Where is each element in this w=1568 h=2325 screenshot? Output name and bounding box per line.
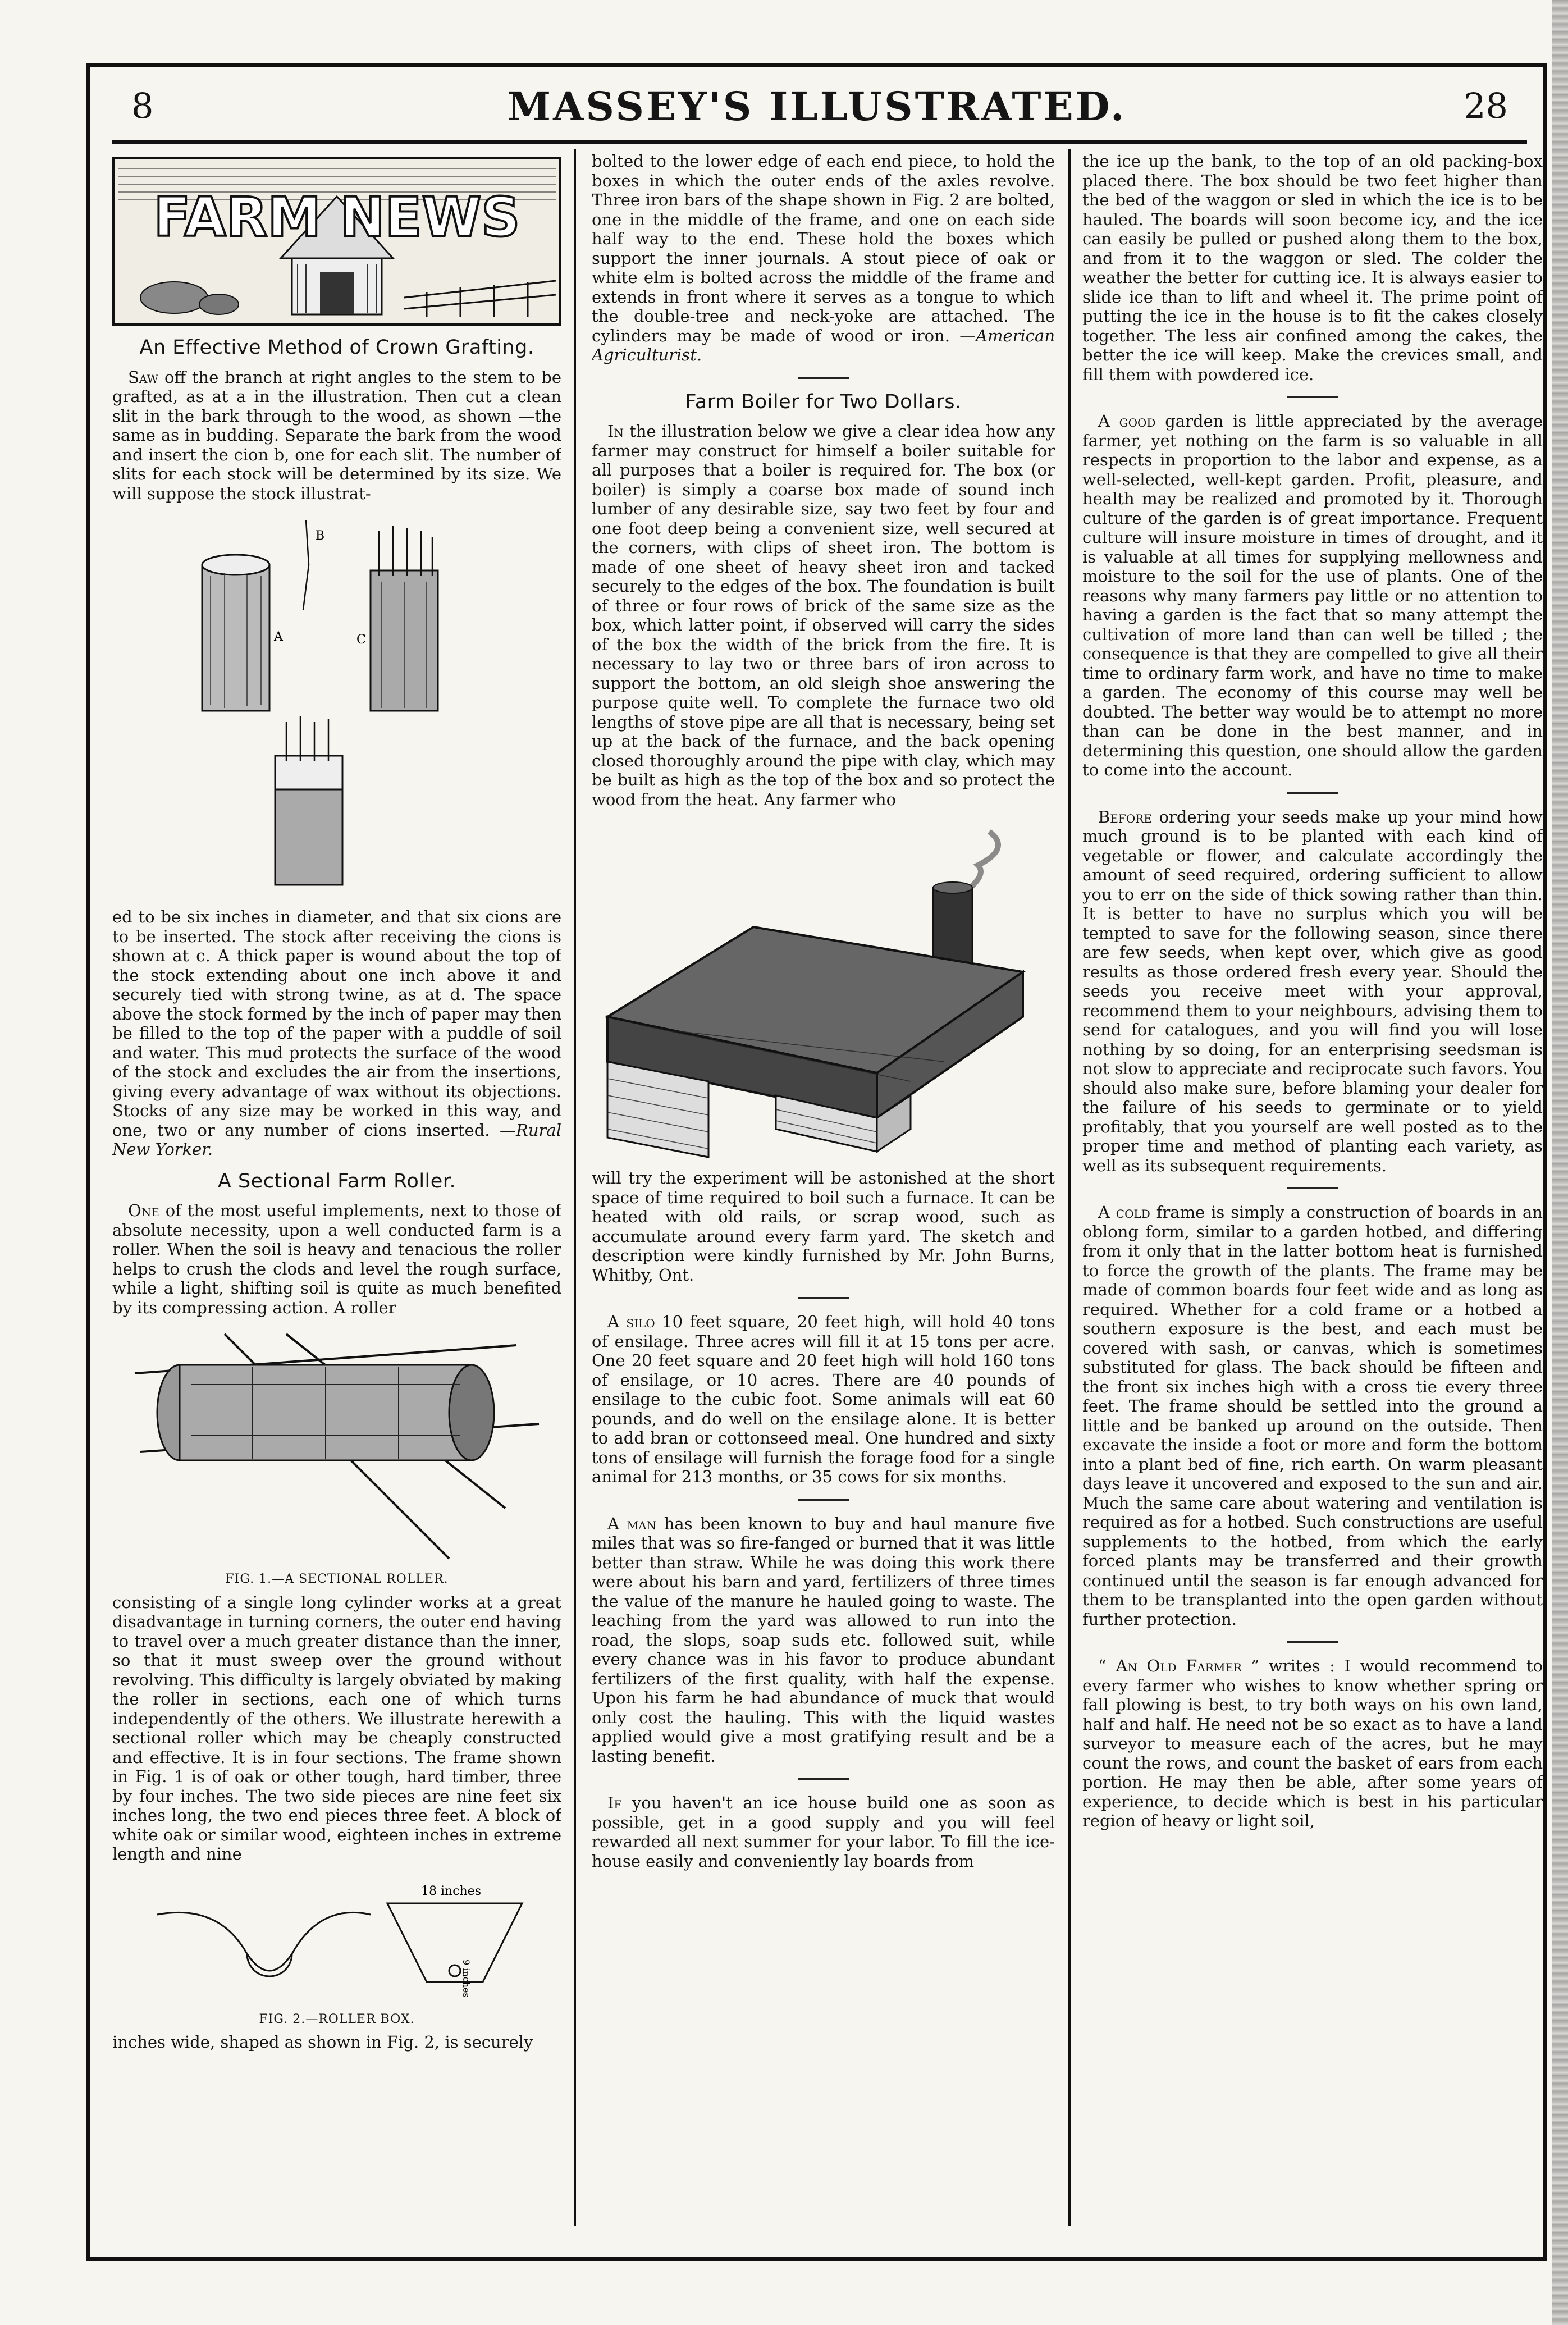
farm-boiler-figure — [596, 815, 1051, 1163]
sectional-roller-figure — [112, 1323, 561, 1564]
paragraph: will try the experiment will be astonished at the short space of time required to boil such a furnace. It can be heated with old rails, or scrap wood, such as accumulate around every farm yard. The sketch and description were kindly furnished by Mr. John Burns, Whitby, Ont. — [592, 1168, 1055, 1285]
paragraph: Saw off the branch at right angles to the stem to be grafted, as at a in the illustration. Then cut a clean slit in the bark through to the wood, as shown —the same as in budding. Separate the bark from the wood and insert the cion b, one for each slit. The number of slits for each stock will be determined by its size. We will suppose the stock illustrat- — [112, 367, 561, 503]
paragraph: A man has been known to buy and haul manure five miles that was so fire-fanged or burned that it was little better than straw. While he was doing this work there were about his barn and yard, fertilizers of three times the value of the manure he hauled going to waste. The leaching from the yard was allowed to run into the road, the slops, soap suds etc. followed suit, while every chance was in his favor to produce abundant fertilizers of the first quality, with half the expense. Upon his farm he had abundance of muck that would only cost the hauling. This with the liquid wastes applied would give a most gratifying result and be a lasting benefit. — [592, 1514, 1055, 1766]
column-2 — [592, 152, 1055, 2229]
paragraph: “ An Old Farmer ” writes : I would recommend to every farmer who wishes to know whether spring or fall plowing is best, to try both ways on his own land, half and half. He need not be so exact as to have a land surveyor to measure each of the acres, but he may count the rows, and count the basket of ears from each portion. He may then be able, after some years of experience, to decide which is best in his particular region of heavy or light soil, — [1082, 1656, 1543, 1830]
column-rule-2 — [1068, 149, 1071, 2226]
paragraph: inches wide, shaped as shown in Fig. 2, is securely — [112, 2032, 533, 2052]
graft-label-c: C — [356, 633, 366, 647]
paragraph: A good garden is little appreciated by the average farmer, yet nothing on the farm is so valuable in all respects in proportion to the labor and expense, as a well-selected, well-kept garden. Profit, pleasure, and health may be realized and promoted by it. Thorough culture of the garden is of great importance. Frequent culture will insure moisture in times of drought, and it is valuable at all times for supplying mellowness and moisture to the soil for the use of plants. One of the reasons why many farmers pay little or no attention to having a garden is the fact that so many attempt the cultivation of more land than can well be tilled ; the consequence is that they are compelled to give all their time to ordinary farm work, and have no time to make a garden. The economy of this course may well be doubted. The better way would be to attempt no more than can be done in the best manner, and in determining this question, one should allow the garden to come into the account. — [1082, 412, 1543, 779]
fig2-label-side: 9 inches — [461, 1959, 472, 1998]
banner-title: FARM NEWS — [153, 186, 520, 249]
paragraph: A silo 10 feet square, 20 feet high, will hold 40 tons of ensilage. Three acres will fill it at 15 tons per acre. One 20 feet square and 20 feet high will hold 160 tons of ensilage, or 10 acres. There are 40 pounds of ensilage to the cubic foot. Some animals will eat 60 pounds, and do well on the ensilage alone. It is better to add bran or cottonseed meal. One hundred and sixty tons of ensilage will furnish the forage food for a single animal for 213 months, or 35 cows for six months. — [592, 1312, 1055, 1486]
separator-rule — [798, 377, 849, 379]
separator-rule — [1287, 396, 1338, 398]
page-number-right: 28 — [1464, 85, 1508, 126]
grafting-illustration — [163, 509, 511, 902]
farm-news-banner — [112, 157, 561, 326]
separator-rule — [1287, 792, 1338, 794]
paragraph: If you haven't an ice house build one as soon as possible, get in a good supply and you will feel rewarded all next summer for your labor. To fill the ice-house easily and conveniently lay boards from — [592, 1793, 1055, 1871]
column-1 — [112, 152, 561, 2229]
separator-rule — [798, 1499, 849, 1501]
article-heading-crown-grafting: An Effective Method of Crown Grafting. — [139, 336, 534, 359]
page-number-left: 8 — [131, 85, 154, 126]
fig1-caption: FIG. 1.—A SECTIONAL ROLLER. — [225, 1572, 449, 1586]
paragraph: A cold frame is simply a construction of boards in an oblong form, similar to a garden hotbed, and differing from it only that in the latter bottom heat is furnished to force the growth of the plants. The frame may be made of common boards four feet wide and as long as required. Whether for a cold frame or a hotbed a southern exposure is the best, and each must be covered with sash, or canvas, which is sometimes substituted for glass. The back should be fifteen and the front six inches high with a cross tie every three feet. The frame should be settled into the ground a little and be banked up around on the outside. Then excavate the inside a foot or more and form the bottom into a plant bed of fine, rich earth. On warm pleasant days leave it uncovered and exposed to the sun and air. Much the same care about watering and ventilation is required as for a hotbed. Such constructions are useful supplements to the hotbed, from which the early forced plants may be transferred and their growth continued until the season is far enough advanced for them to be transplanted into the open garden without further protection. — [1082, 1203, 1543, 1629]
graft-label-a: A — [274, 630, 283, 644]
article-heading-sectional-roller: A Sectional Farm Roller. — [217, 1170, 456, 1193]
paragraph: Before ordering your seeds make up your mind how much ground is to be planted with each kind of vegetable or flower, and calculate accordingly the amount of seed required, ordering sufficient to allow you to err on the side of thick sowing rather than thin. It is better to have no surplus which you will be tempted to save for the following season, since there are few seeds, when kept over, which give as good results as those ordered fresh every year. Should the seeds you receive meet with your approval, recommend them to your neighbours, advising them to send for catalogues, and you will find you will lose nothing by so doing, for an enterprising seedsman is not slow to appreciate and reciprocate such favors. You should also make sure, before blaming your dealer for the failure of his seeds to germinate or to yield profitably, that you yourself are well posted as to the proper time and method of planting each variety, as well as its subsequent requirements. — [1082, 807, 1543, 1175]
page-edge-scan — [1552, 0, 1568, 2325]
running-head — [86, 73, 1547, 135]
fig2-label-top: 18 inches — [421, 1884, 481, 1898]
fig2-caption: FIG. 2.—ROLLER BOX. — [259, 2012, 415, 2026]
graft-label-b: B — [316, 529, 325, 543]
paragraph: ed to be six inches in diameter, and that six cions are to be inserted. The stock after receiving the cions is shown at c. A thick paper is wound about the top of the stock extending about one inch above it and securely tied with strong twine, as at d. The space above the stock formed by the inch of paper may then be filled to the top of the paper with a puddle of soil and water. This mud protects the surface of the wood of the stock and excludes the air from the insertions, giving every advantage of wax without its objections. Stocks of any size may be worked in this way, and one, two or any number of cions inserted. —Rural New Yorker. — [112, 907, 561, 1159]
column-rule-1 — [574, 149, 576, 2226]
paragraph: the ice up the bank, to the top of an old packing-box placed there. The box should be two feet higher than the bed of the waggon or sled in which the ice is to be hauled. The boards will soon become icy, and the ice can easily be pulled or pushed along them to the box, and from it to the waggon or sled. The colder the weather the better for cutting ice. It is always easier to slide ice than to lift and wheel it. The prime point of putting the ice in the house is to fit the cakes closely together. The less air confined among the cakes, the better the ice will keep. Make the crevices small, and fill them with powdered ice. — [1082, 152, 1543, 384]
paragraph: consisting of a single long cylinder works at a great disadvantage in turning corners, the outer end having to travel over a much greater distance than the inner, so that it must sweep over the ground without revolving. This difficulty is largely obviated by making the roller in sections, each one of which turns independently of the others. We illustrate herewith a sectional roller which may be cheaply constructed and effective. It is in four sections. The frame shown in Fig. 1 is of oak or other tough, hard timber, three by four inches. The two side pieces are nine feet six inches long, the two end pieces three feet. A block of white oak or similar wood, eighteen inches in extreme length and nine — [112, 1592, 561, 1863]
roller-box-figure — [135, 1870, 539, 2004]
publication-title: MASSEY'S ILLUSTRATED. — [507, 83, 1127, 130]
article-heading-farm-boiler: Farm Boiler for Two Dollars. — [685, 390, 962, 413]
paragraph: In the illustration below we give a clear idea how any farmer may construct for himself a boiler suitable for all purposes that a boiler is required for. The box (or boiler) is simply a coarse box made of sound inch lumber of any desirable size, say two feet by four and one foot deep being a convenient size, well secured at the corners, with clips of sheet iron. The bottom is made of one sheet of heavy sheet iron and tacked securely to the edges of the box. The foundation is built of three or four rows of brick of the same size as the box, which latter point, if observed will carry the sides of the box the width of the brick from the fire. It is necessary to lay two or three bars of iron across to support the bottom, an old sleigh shoe answering the purpose quite well. To complete the furnace two old lengths of stove pipe are all that is necessary, being set up at the back of the furnace, and the back opening closed thoroughly around the pipe with clay, which may be built as high as the top of the box and so protect the wood from the heat. Any farmer who — [592, 422, 1055, 809]
paragraph: bolted to the lower edge of each end piece, to hold the boxes in which the outer ends of the axles revolve. Three iron bars of the shape shown in Fig. 2 are bolted, one in the middle of the frame, and one on each side half way to the end. These hold the boxes which support the inner journals. A stout piece of oak or white elm is bolted across the middle of the frame and extends in front where it serves as a tongue to which the double-tree and neck-yoke are attached. The cylinders may be made of wood or iron. —American Agriculturist. — [592, 152, 1055, 364]
header-rule — [112, 140, 1527, 144]
separator-rule — [798, 1778, 849, 1780]
separator-rule — [1287, 1187, 1338, 1189]
paragraph: One of the most useful implements, next to those of absolute necessity, upon a well conducted farm is a roller. When the soil is heavy and tenacious the roller helps to crush the clods and level the rough surface, while a light, shifting soil is quite as much benefited by its compressing action. A roller — [112, 1201, 561, 1317]
column-3 — [1082, 152, 1543, 2229]
separator-rule — [798, 1297, 849, 1299]
separator-rule — [1287, 1641, 1338, 1643]
